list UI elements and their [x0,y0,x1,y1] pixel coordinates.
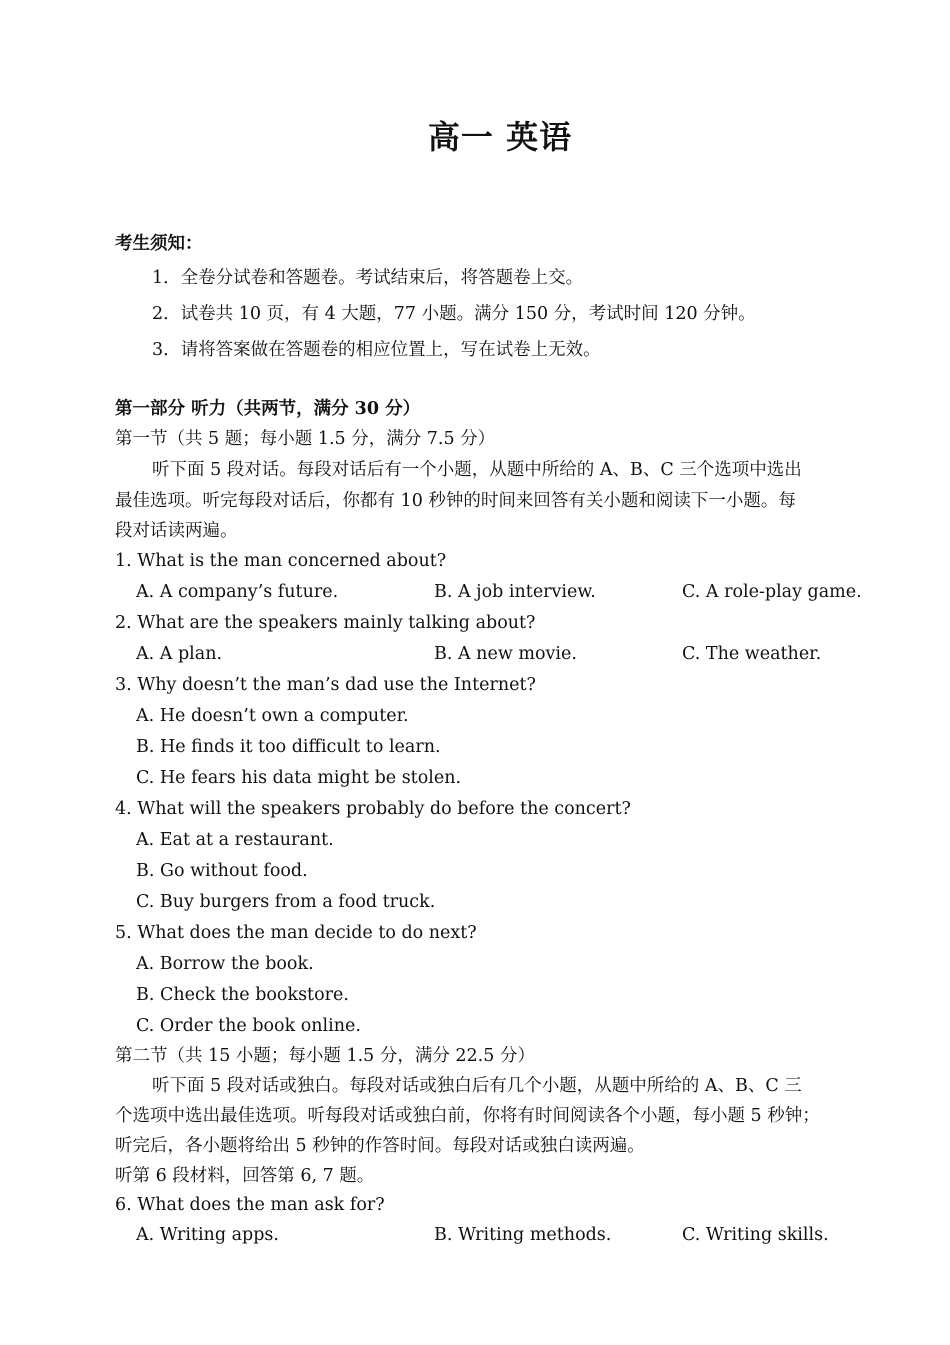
section1-heading: 第一节（共 5 题；每小题 1.5 分，满分 7.5 分） [115,429,496,449]
question-6-option-a: A. Writing apps. [136,1225,279,1245]
section2-instructions-line-2: 个选项中选出最佳选项。听每段对话或独白前，你将有时间阅读各个小题，每小题 5 秒钟； [115,1106,820,1126]
question-4-option-c: C. Buy burgers from a food truck. [136,892,436,912]
question-4-option-a: A. Eat at a restaurant. [136,830,334,850]
question-3-option-b: B. He finds it too difficult to learn. [136,737,441,757]
question-1-option-a: A. A company’s future. [136,582,339,602]
question-2-stem: 2. What are the speakers mainly talking about? [115,613,536,633]
section1-instructions-line-1: 听下面 5 段对话。每段对话后有一个小题，从题中所给的 A、B、C 三个选项中选出 [152,460,802,480]
question-6-option-b: B. Writing methods. [434,1225,612,1245]
question-4-stem: 4. What will the speakers probably do before the concert? [115,799,631,819]
question-1-option-b: B. A job interview. [434,582,596,602]
question-1-stem: 1. What is the man concerned about? [115,551,447,571]
question-4-option-b: B. Go without food. [136,861,308,881]
question-2-option-b: B. A new movie. [434,644,577,664]
question-5-option-b: B. Check the bookstore. [136,985,349,1005]
notice-heading: 考生须知： [115,234,203,254]
question-3-option-a: A. He doesn’t own a computer. [136,706,409,726]
section2-heading: 第二节（共 15 小题；每小题 1.5 分，满分 22.5 分） [115,1046,535,1066]
page-title: 高一 英语 [427,118,573,156]
question-2-option-c: C. The weather. [682,644,822,664]
question-5-option-c: C. Order the book online. [136,1016,361,1036]
question-1-option-c: C. A role-play game. [682,582,862,602]
question-6-stem: 6. What does the man ask for? [115,1195,385,1215]
question-3-stem: 3. Why doesn’t the man’s dad use the Internet? [115,675,536,695]
notice-item-1: 1．全卷分试卷和答题卷。考试结束后，将答题卷上交。 [152,268,584,288]
section1-instructions-line-2: 最佳选项。听完每段对话后，你都有 10 秒钟的时间来回答有关小题和阅读下一小题。每 [115,491,796,511]
part1-heading: 第一部分 听力（共两节，满分 30 分） [115,399,421,419]
notice-item-2: 2．试卷共 10 页，有 4 大题，77 小题。满分 150 分，考试时间 120 分钟。 [152,304,756,324]
question-2-option-a: A. A plan. [136,644,223,664]
notice-item-3: 3．请将答案做在答题卷的相应位置上，写在试卷上无效。 [152,340,601,360]
question-5-option-a: A. Borrow the book. [136,954,314,974]
question-3-option-c: C. He fears his data might be stolen. [136,768,462,788]
question-6-option-c: C. Writing skills. [682,1225,829,1245]
question-5-stem: 5. What does the man decide to do next? [115,923,477,943]
section2-instructions-line-3: 听完后，各小题将给出 5 秒钟的作答时间。每段对话或独白读两遍。 [115,1136,645,1156]
section2-instructions-line-1: 听下面 5 段对话或独白。每段对话或独白后有几个小题，从题中所给的 A、B、C 三 [152,1076,802,1096]
section1-instructions-line-3: 段对话读两遍。 [115,521,238,541]
material-note: 听第 6 段材料，回答第 6, 7 题。 [115,1166,375,1186]
